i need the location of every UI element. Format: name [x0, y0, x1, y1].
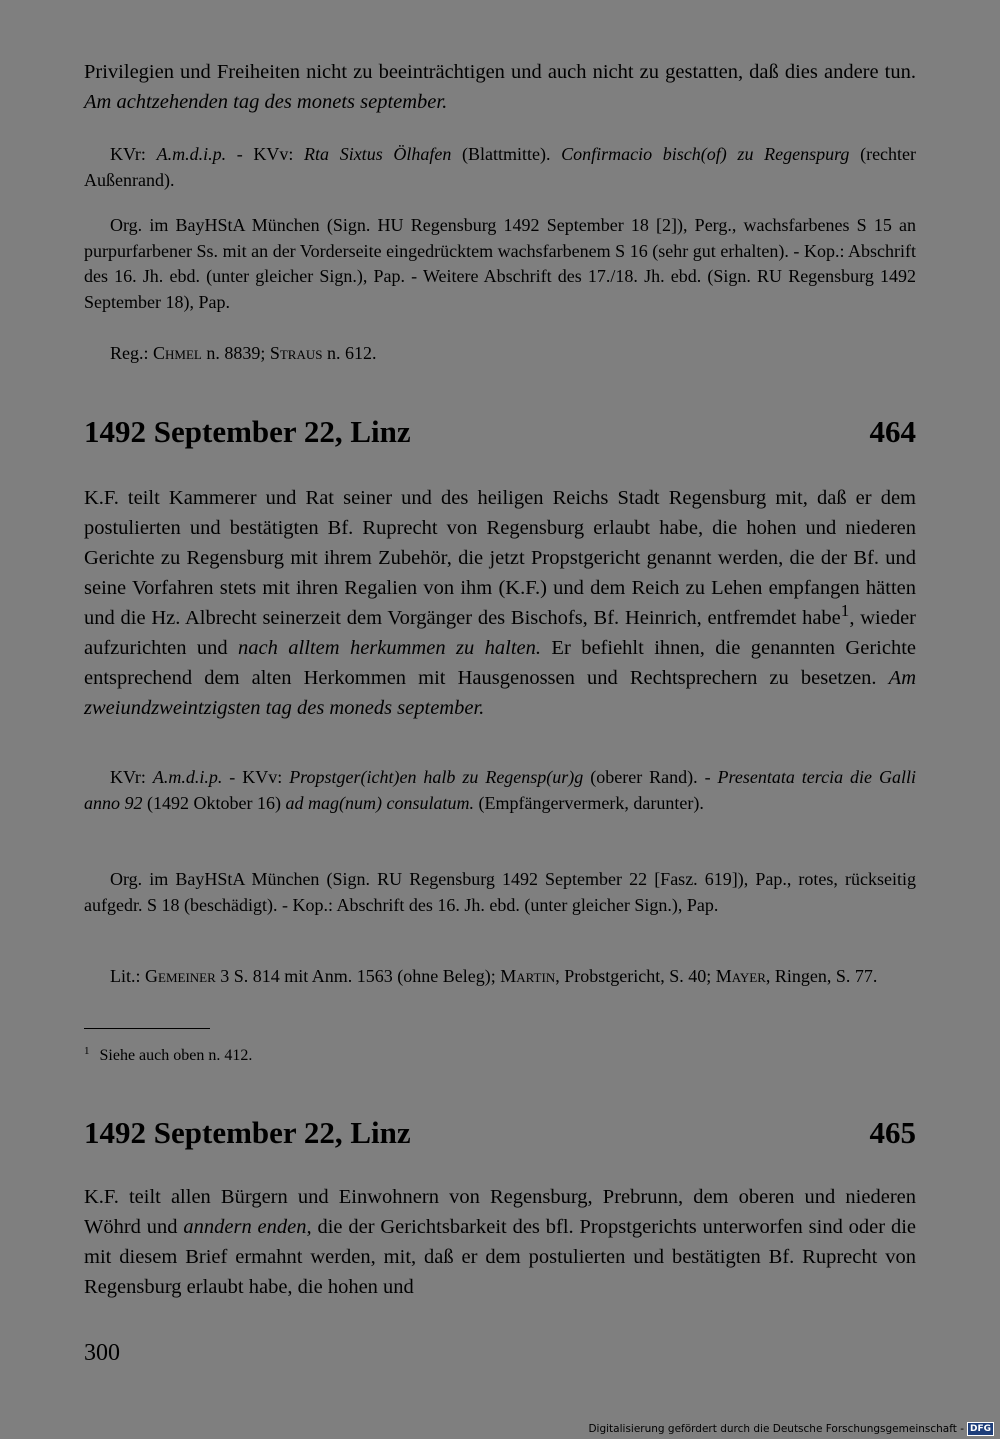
kvr-italic: Propstger(icht)en halb zu Regensp(ur)g	[289, 767, 584, 787]
funding-credit	[588, 1422, 994, 1436]
summary-date-italic: Am zweiundzweintzigsten tag des moneds september.	[84, 667, 916, 719]
entry-464-date: 1492 September 22, Linz	[84, 414, 411, 449]
kvr-text: (Blattmitte).	[451, 144, 562, 164]
kvr-italic: A.m.d.i.p.	[152, 767, 223, 787]
entry-464-number: 464	[869, 414, 916, 449]
lit-author: Mayer	[715, 966, 766, 986]
page-number: 300	[84, 1340, 120, 1366]
lit-text: , Ringen, S. 77.	[765, 966, 878, 986]
summary-text: Er befiehlt ihnen, die genannten Gerichte entsprechend dem alten Herkommen mit Hausgenossen und Rechtsprechern zu besetzen.	[84, 637, 916, 689]
lit-author: Martin	[500, 966, 556, 986]
lit-text: 3 S. 814 mit Anm. 1563 (ohne Beleg);	[215, 966, 501, 986]
reg-author: Chmel	[153, 343, 202, 363]
summary-text: , wieder aufzurichten und	[84, 607, 917, 659]
entry-464-summary	[84, 483, 916, 723]
entry-465-heading	[84, 1112, 916, 1154]
reg-text: n. 8839;	[201, 343, 270, 363]
footnote-divider	[84, 1028, 210, 1029]
footnote-text: Siehe auch oben n. 412.	[99, 1047, 253, 1064]
kvr-text: (rechter Außenrand).	[84, 144, 917, 190]
top-paragraph	[84, 57, 916, 117]
kvr-italic: ad mag(num) consulatum.	[285, 792, 474, 813]
kvr-text: - KVv:	[226, 144, 305, 164]
reg-text: Reg.:	[110, 343, 153, 363]
lit-author: Gemeiner	[145, 966, 216, 986]
kvr-text: (oberer Rand). -	[583, 767, 718, 787]
entry-464-original-note: Org. im BayHStA München (Sign. RU Regensburg 1492 September 22 [Fasz. 619]), Pap., rotes, rückseitig aufgedr. S 18 (beschädigt). - Kop.: Abschrift des 16. Jh. ebd. (unter gleicher Sign.), Pap.	[84, 869, 916, 915]
reg-author: Straus	[269, 343, 323, 363]
kvr-text: KVr:	[110, 144, 157, 164]
funding-credit-text: Digitalisierung gefördert durch die Deutsche Forschungsgemeinschaft -	[588, 1423, 964, 1435]
entry-465-summary	[84, 1182, 916, 1302]
kvr-text: (1492 Oktober 16)	[142, 792, 286, 813]
entry-464-literature-note	[84, 964, 916, 990]
top-original-note: Org. im BayHStA München (Sign. HU Regensburg 1492 September 18 [2]), Perg., wachsfarbenes S 15 an purpurfarbener Ss. mit an der Vorderseite eingedrücktem wachsfarbenem S 16 (sehr gut erhalten). - Kop.: Abschrift des 16. Jh. ebd. (unter gleicher Sign.), Pap. - Weitere Abschrift des 17./18. Jh. ebd. (Sign. RU Regensburg 1492 September 18), Pap.	[84, 215, 916, 312]
kvr-italic: Presentata tercia die Galli anno 92	[84, 767, 916, 813]
kvr-italic: Confirmacio bisch(of) zu Regenspurg	[561, 144, 850, 164]
lit-text: Lit.:	[110, 966, 145, 986]
top-paragraph-text: Privilegien und Freiheiten nicht zu beeinträchtigen und auch nicht zu gestatten, daß dies andere tun.	[84, 61, 916, 83]
reg-text: n. 612.	[322, 343, 377, 363]
kvr-text: - KVv:	[222, 767, 290, 787]
summary-quote-italic: nach alltem herkummen zu halten.	[238, 637, 542, 659]
footnote	[84, 1045, 252, 1067]
entry-464-kvr-note	[84, 765, 916, 816]
entry-465-date: 1492 September 22, Linz	[84, 1115, 411, 1150]
kvr-italic: A.m.d.i.p.	[156, 144, 227, 164]
footnote-mark: 1	[84, 1044, 90, 1057]
summary-text: K.F. teilt Kammerer und Rat seiner und des heiligen Reichs Stadt Regensburg mit, daß er dem postulierten und bestätigten Bf. Ruprecht von Regensburg erlaubt habe, die hohen und niederen Gerichte zu Regensburg mit ihrem Zubehör, die jetzt Propstgericht genannt werden, die der Bf. und seine Vorfahren stets mit ihren Regalien von ihm (K.F.) und dem Reich zu Lehen empfangen hätten und die Hz. Albrecht seinerzeit dem Vorgänger des Bischofs, Bf. Heinrich, entfremdet habe	[84, 487, 916, 629]
summary-text: K.F. teilt allen Bürgern und Einwohnern von Regensburg, Prebrunn, dem oberen und niederen Wöhrd und	[84, 1186, 916, 1238]
top-kvr-note	[84, 142, 916, 193]
kvr-text: KVr:	[110, 767, 153, 787]
top-paragraph-date-italic: Am achtzehenden tag des monets september.	[84, 91, 448, 113]
footnote-reference: 1	[840, 601, 850, 621]
entry-464-heading	[84, 411, 916, 453]
kvr-text: (Empfängervermerk, darunter).	[473, 792, 704, 813]
entry-465-number: 465	[869, 1115, 916, 1150]
lit-text: , Probstgericht, S. 40;	[555, 966, 716, 986]
summary-quote-italic: anndern enden,	[183, 1216, 312, 1238]
summary-text: die der Gerichtsbarkeit des bfl. Propstgerichts unterworfen sind oder die mit diesem Brief ermahnt werden, mit, daß er dem postulierten und bestätigten Bf. Ruprecht von Regensburg erlaubt habe, die hohen und	[84, 1216, 916, 1298]
kvr-italic: Rta Sixtus Ölhafen	[304, 144, 452, 164]
dfg-logo-icon: DFG	[967, 1422, 994, 1436]
top-regest-note	[84, 341, 916, 367]
